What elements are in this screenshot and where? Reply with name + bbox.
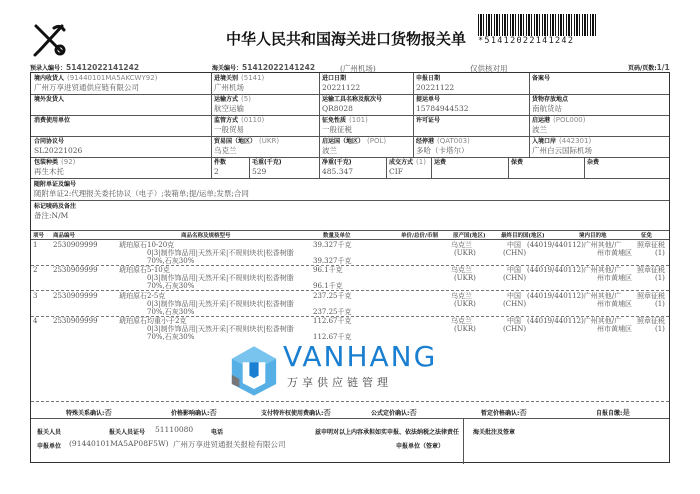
goods-domestic2: 州市黄埔区 xyxy=(597,249,632,257)
label-text: 监管方式 xyxy=(214,117,239,124)
goods-origin_code: (UKR) xyxy=(454,249,476,257)
goods-hs: 2530909999 xyxy=(53,266,98,274)
field-consignor xyxy=(31,94,211,105)
field-label xyxy=(434,158,505,167)
goods-domestic2: 州市黄埔区 xyxy=(597,325,632,333)
label-text: 保费 xyxy=(511,159,524,166)
field-label xyxy=(214,137,316,146)
goods-levy_code: (1) xyxy=(655,325,665,333)
goods-qty2: 112.67千克 xyxy=(313,333,352,341)
field-deal xyxy=(386,157,431,177)
goods-dest_code: (CHN) xyxy=(503,325,527,333)
field-value: 随附单证2:代理报关委托协议（电子）;装箱单;提/运单;发票;合同 xyxy=(34,189,249,198)
goods-no: 4 xyxy=(33,317,38,325)
goods-origin_code: (UKR) xyxy=(454,325,476,333)
watermark-sub: 万享供应链管理 xyxy=(287,376,392,389)
footer-declarer-id-label: 报关人员证号 xyxy=(109,429,146,436)
label-text: 贸易国（地区） xyxy=(214,138,257,145)
field-value: 一般贸易 xyxy=(214,125,244,134)
field-bill-no xyxy=(413,94,529,114)
goods-header-8: 征免 xyxy=(641,233,653,239)
goods-name: 琥珀原石2-5克 xyxy=(119,292,166,300)
field-code: (5141) xyxy=(241,74,265,82)
goods-name: 琥珀原石均重小于2克 xyxy=(119,317,187,325)
label-text: 毛重(千克) xyxy=(252,159,282,166)
customs-no-label: 海关编号： xyxy=(212,65,243,72)
confirm-item xyxy=(171,407,217,418)
confirm-item xyxy=(481,407,527,418)
customs-emblem-icon xyxy=(30,22,70,58)
field-value: SL20221026 xyxy=(34,146,83,155)
footer-customs-seal: 海关批注及签章 xyxy=(473,429,516,436)
customs-no: 51412022141242 xyxy=(242,63,316,72)
field-record-no xyxy=(529,73,671,84)
confirm-item xyxy=(371,407,417,418)
field-label xyxy=(322,137,410,146)
field-value: CIF xyxy=(389,167,403,176)
label-text: 运输工具名称及航次号 xyxy=(322,96,383,103)
goods-header-6: 最终目的国(地区) xyxy=(501,233,545,239)
field-code: (1) xyxy=(416,158,426,166)
field-value: 南航货站 xyxy=(532,104,562,113)
field-value: 广州万享进贸通供应链有限公司 xyxy=(34,83,139,92)
divider xyxy=(31,418,669,419)
goods-spec: 0|3|制作饰品用|天然开采|不规则块状|松香树脂 xyxy=(147,300,294,308)
label-text: 征免性质 xyxy=(322,117,347,124)
confirm-label: 自报自缴: xyxy=(596,410,623,417)
field-consignee xyxy=(31,73,211,93)
divider xyxy=(463,418,464,464)
label-text: 包装种类 xyxy=(34,159,59,166)
field-label xyxy=(532,137,668,146)
label-text: 标记唛码及备注 xyxy=(34,203,77,210)
field-code: (POL) xyxy=(367,137,387,145)
field-label xyxy=(34,202,668,211)
check-note: 仅供核对用 xyxy=(470,64,508,73)
label-text: 提运单号 xyxy=(416,96,441,103)
field-value: 波兰 xyxy=(322,146,337,155)
pre-entry-no: 51412022141242 xyxy=(66,63,140,72)
goods-spec: 0|3|制作饰品用|天然开采|不规则块状|松香树脂 xyxy=(147,249,294,257)
confirm-item xyxy=(66,407,112,418)
goods-hs: 2530909999 xyxy=(53,317,98,325)
field-levy xyxy=(319,115,413,135)
field-label xyxy=(214,74,316,83)
goods-header-4: 单价/总价/币制 xyxy=(401,233,439,239)
goods-dest_code: (CHN) xyxy=(503,300,527,308)
goods-levy: 照章征税 xyxy=(637,241,665,249)
goods-qty2: 237.25千克 xyxy=(313,308,352,316)
goods-domestic2: 州市黄埔区 xyxy=(597,274,632,282)
field-value: 2 xyxy=(214,167,219,176)
goods-header-7: 境内目的地 xyxy=(579,233,607,239)
field-misc xyxy=(584,157,671,168)
goods-levy: 照章征税 xyxy=(637,317,665,325)
goods-spec: 0|3|制作饰品用|天然开采|不规则块状|松香树脂 xyxy=(147,325,294,333)
field-label xyxy=(532,116,668,125)
field-stop-port xyxy=(413,136,529,156)
label-text: 入境口岸 xyxy=(532,138,557,145)
goods-no: 3 xyxy=(33,292,38,300)
field-label xyxy=(34,74,208,83)
field-marks xyxy=(31,201,671,221)
goods-dest_code: (CHN) xyxy=(503,249,527,257)
goods-qty2: 96.1千克 xyxy=(313,282,343,290)
field-value: 航空运输 xyxy=(214,104,244,113)
barcode xyxy=(478,14,598,36)
field-label xyxy=(587,158,668,167)
label-text: 运费 xyxy=(434,159,447,166)
goods-qty1: 39.327千克 xyxy=(313,241,352,249)
field-value: 备注:N/M xyxy=(34,211,69,220)
field-value: 529 xyxy=(252,167,267,176)
goods-domestic: (44019/440112)广州其他/广 xyxy=(527,266,622,274)
goods-qty1: 112.67千克 xyxy=(313,317,352,325)
field-code: (0110) xyxy=(241,116,265,124)
goods-dest: 中国 xyxy=(507,317,521,325)
field-code: (91440101MA5AKCWY92) xyxy=(67,74,158,82)
field-label xyxy=(322,158,383,167)
goods-domestic: (44019/440112)广州其他/广 xyxy=(527,241,622,249)
field-code: (POL000) xyxy=(553,116,586,124)
goods-row xyxy=(31,265,671,290)
label-text: 运输方式 xyxy=(214,96,239,103)
confirm-label: 特殊关系确认: xyxy=(66,410,105,417)
field-freight xyxy=(431,157,508,168)
field-supervision xyxy=(211,115,319,135)
label-text: 进境关别 xyxy=(214,75,239,82)
label-text: 进口日期 xyxy=(322,75,347,82)
goods-domestic: (44019/440112)广州其他/广 xyxy=(527,292,622,300)
footer-declarer-label: 报关人员 xyxy=(37,429,62,436)
page-label: 页码/页数: xyxy=(628,65,657,72)
goods-header-5: 原产国(地区) xyxy=(453,233,486,239)
field-label xyxy=(322,74,410,83)
field-code: (UKR) xyxy=(259,137,280,145)
goods-name: 琥珀原石10-20克 xyxy=(119,241,175,249)
goods-dest: 中国 xyxy=(507,292,521,300)
field-label xyxy=(214,158,246,167)
goods-levy_code: (1) xyxy=(655,300,665,308)
confirm-item xyxy=(261,407,331,418)
field-label xyxy=(532,95,668,104)
field-code: (5) xyxy=(241,95,251,103)
field-label xyxy=(34,180,668,189)
customs-office: (广州机场) xyxy=(340,64,376,73)
goods-hs: 2530909999 xyxy=(53,241,98,249)
field-import-date xyxy=(319,73,413,93)
goods-levy_code: (1) xyxy=(655,249,665,257)
watermark-brand: VANHANG xyxy=(283,340,438,373)
field-value: 乌克兰 xyxy=(214,146,237,155)
confirm-label: 暂定价格确认: xyxy=(481,410,520,417)
field-value: 多哈（卡塔尔） xyxy=(416,146,469,155)
confirm-label: 支付特许权使用费确认: xyxy=(261,410,324,417)
field-transport-mode xyxy=(211,94,319,114)
pre-entry-label: 预录入编号： xyxy=(30,65,67,72)
goods-domestic2: 州市黄埔区 xyxy=(597,300,632,308)
goods-spec2: 70%,石灰30% xyxy=(147,333,195,341)
page-title: 中华人民共和国海关进口货物报关单 xyxy=(226,30,467,48)
goods-no: 2 xyxy=(33,266,38,274)
declaration-form xyxy=(30,72,670,463)
field-docs xyxy=(31,179,671,199)
goods-levy_code: (1) xyxy=(655,274,665,282)
field-label xyxy=(416,116,526,125)
label-text: 净重(千克) xyxy=(322,159,352,166)
goods-row xyxy=(31,291,671,316)
field-value: QR8028 xyxy=(322,104,353,113)
label-text: 件数 xyxy=(214,159,227,166)
field-value: 20221122 xyxy=(416,83,455,92)
field-label xyxy=(214,95,316,104)
goods-domestic: (44019/440112)广州其他/广 xyxy=(527,317,622,325)
goods-dest: 中国 xyxy=(507,266,521,274)
goods-name: 琥珀原石5-10克 xyxy=(119,266,170,274)
barcode-text: *51412022141242 xyxy=(478,36,575,46)
goods-origin: 乌克兰 xyxy=(451,292,472,300)
field-label xyxy=(34,95,208,104)
field-license xyxy=(413,115,529,126)
field-pieces xyxy=(211,157,249,177)
field-contract xyxy=(31,136,211,156)
goods-spec2: 70%,石灰30% xyxy=(147,257,195,265)
field-vessel xyxy=(319,94,413,114)
goods-spec2: 70%,石灰30% xyxy=(147,308,195,316)
vanhang-logo-icon xyxy=(231,345,277,397)
label-text: 合同协议号 xyxy=(34,138,65,145)
field-value: 485.347 xyxy=(322,167,354,176)
field-entry-port xyxy=(211,73,319,93)
field-declare-date xyxy=(413,73,529,93)
field-code: (QAT003) xyxy=(437,137,470,145)
confirm-label: 价格影响确认: xyxy=(171,410,210,417)
field-value: 20221122 xyxy=(322,83,361,92)
goods-header-0: 项号 xyxy=(33,233,45,239)
field-label xyxy=(34,137,208,146)
field-insurance xyxy=(508,157,584,168)
page-number: 1/1 xyxy=(656,63,670,72)
field-label xyxy=(511,158,581,167)
field-label xyxy=(34,158,208,167)
goods-origin: 乌克兰 xyxy=(451,241,472,249)
goods-origin: 乌克兰 xyxy=(451,317,472,325)
goods-header-2: 商品名称及规格型号 xyxy=(181,233,231,239)
label-text: 消费使用单位 xyxy=(34,117,71,124)
label-text: 备案号 xyxy=(532,75,551,82)
footer-unit-label: 申报单位 xyxy=(37,443,62,450)
label-text: 杂费 xyxy=(587,159,600,166)
field-code: (101) xyxy=(349,116,368,124)
field-package xyxy=(31,157,211,177)
confirm-value: 否 xyxy=(519,408,527,417)
goods-levy: 照章征税 xyxy=(637,266,665,274)
label-text: 启运国（地区） xyxy=(322,138,365,145)
field-label xyxy=(416,95,526,104)
field-value: 广州机场 xyxy=(214,83,244,92)
goods-dest_code: (CHN) xyxy=(503,274,527,282)
field-user-unit xyxy=(31,115,211,126)
goods-header-1: 商品编号 xyxy=(53,233,76,239)
confirm-value: 否 xyxy=(104,408,112,417)
confirm-value: 否 xyxy=(209,408,217,417)
label-text: 启运港 xyxy=(532,117,551,124)
label-text: 随附单证及编号 xyxy=(34,181,77,188)
goods-qty1: 96.1千克 xyxy=(313,266,343,274)
field-code: (92) xyxy=(61,158,76,166)
footer-unit-code: (91440101MA5AP08F5W) xyxy=(69,439,169,448)
field-value: 再生木托 xyxy=(34,167,64,176)
field-value: 广州白云国际机场 xyxy=(532,146,592,155)
field-code: (442301) xyxy=(559,137,592,145)
goods-origin_code: (UKR) xyxy=(454,274,476,282)
footer-declarer-id: 51110080 xyxy=(155,425,194,434)
field-depart-port xyxy=(529,115,671,135)
goods-spec: 0|3|制作饰品用|天然开采|不规则块状|松香树脂 xyxy=(147,274,294,282)
goods-hs: 2530909999 xyxy=(53,292,98,300)
footer-seal: 申报单位（签章） xyxy=(396,443,445,450)
goods-header-3: 数量及单位 xyxy=(323,233,351,239)
label-text: 境外发货人 xyxy=(34,96,65,103)
goods-dest: 中国 xyxy=(507,241,521,249)
goods-row xyxy=(31,316,671,341)
confirm-value: 是 xyxy=(622,408,630,417)
goods-qty2: 39.327千克 xyxy=(313,257,352,265)
goods-origin_code: (UKR) xyxy=(454,300,476,308)
confirm-label: 公式定价确认: xyxy=(371,410,410,417)
field-depart-country xyxy=(319,136,413,156)
goods-levy: 照章征税 xyxy=(637,292,665,300)
label-text: 成交方式 xyxy=(389,159,414,166)
field-label xyxy=(322,95,410,104)
goods-qty1: 237.25千克 xyxy=(313,292,352,300)
field-label xyxy=(416,137,526,146)
footer-statement: 兹申明对以上内容承担如实申报、依法纳税之法律责任 xyxy=(315,429,460,436)
goods-origin: 乌克兰 xyxy=(451,266,472,274)
goods-spec2: 70%,石灰30% xyxy=(147,282,195,290)
field-label xyxy=(389,158,428,167)
field-value: 波兰 xyxy=(532,125,547,134)
footer-phone-label: 电话 xyxy=(211,429,224,436)
field-label xyxy=(532,74,668,83)
field-label xyxy=(34,116,208,125)
label-text: 境内收货人 xyxy=(34,75,65,82)
field-trade-country xyxy=(211,136,319,156)
label-text: 许可证号 xyxy=(416,117,441,124)
confirm-value: 否 xyxy=(409,408,417,417)
field-label xyxy=(214,116,316,125)
field-value: 一般征税 xyxy=(322,125,352,134)
field-storage xyxy=(529,94,671,114)
label-text: 申报日期 xyxy=(416,75,441,82)
field-value: 15784944532 xyxy=(416,104,469,113)
confirm-value: 否 xyxy=(323,408,331,417)
goods-row xyxy=(31,240,671,265)
field-net xyxy=(319,157,386,177)
field-gross xyxy=(249,157,319,177)
field-label xyxy=(322,116,410,125)
label-text: 经停港 xyxy=(416,138,435,145)
field-label xyxy=(416,74,526,83)
goods-no: 1 xyxy=(33,241,38,249)
footer-unit: 广州万享进贸通报关报检有限公司 xyxy=(173,440,286,449)
confirm-item xyxy=(596,407,630,418)
label-text: 货物存放地点 xyxy=(532,96,569,103)
row-divider xyxy=(31,401,669,402)
field-label xyxy=(252,158,316,167)
field-entry-place xyxy=(529,136,671,156)
